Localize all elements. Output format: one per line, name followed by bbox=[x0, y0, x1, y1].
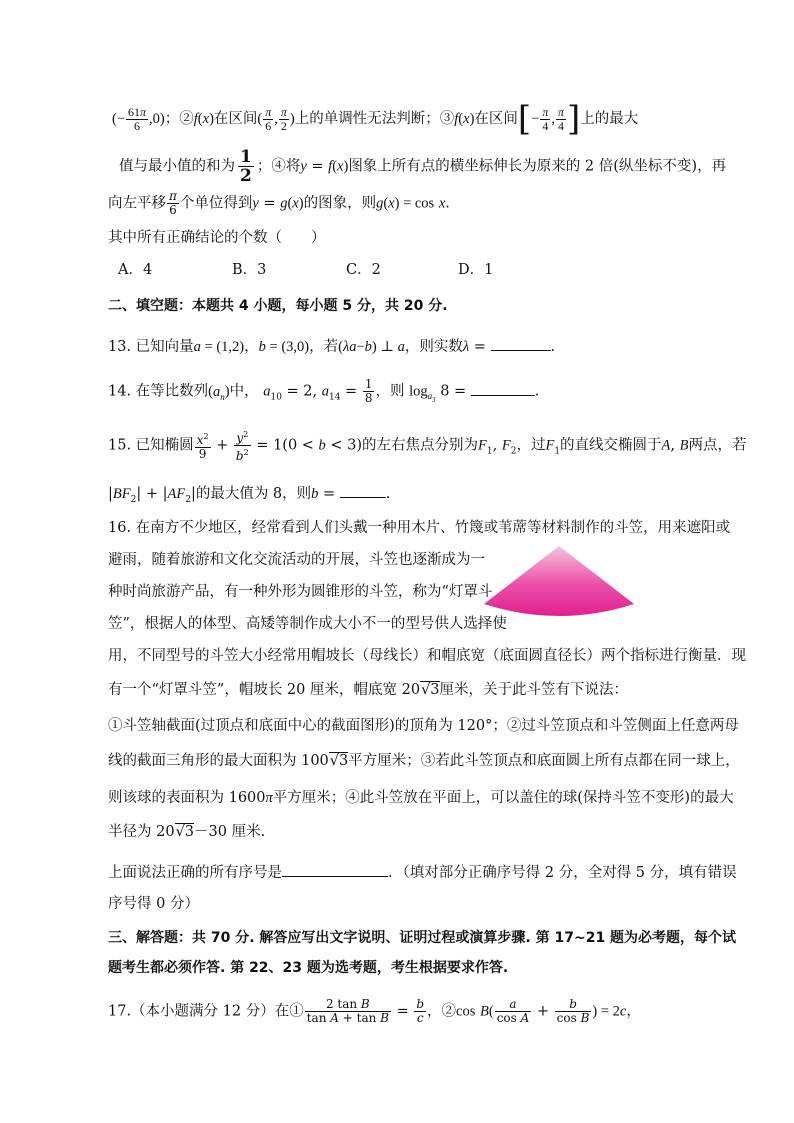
q16-l6: 有一个“灯罩斗笠”，帽坡长 20 厘米，帽底宽 20√3厘米，关于此斗笠有下说法： bbox=[108, 682, 629, 698]
q16-l7: ①斗笠轴截面(过顶点和底面中心的截面图形)的顶角为 120°；②过斗笠顶点和斗笠侧面上任意两母 bbox=[108, 718, 739, 734]
q16-l5: 用，不同型号的斗笠大小经常用帽坡长（母线长）和帽底宽（底面圆直径长）两个指标进行衡量．现 bbox=[108, 648, 746, 664]
q12-ask: 其中所有正确结论的个数（ ） bbox=[108, 230, 326, 246]
q16-l4: 笠”，根据人的体型、高矮等制作成大小不一的型号供人选择使 bbox=[108, 616, 507, 632]
q16-l12: 序号得 0 分） bbox=[108, 896, 199, 912]
q16-l10: 半径为 20√3－30 厘米. bbox=[108, 824, 266, 840]
q12-option-c: C．2 bbox=[346, 262, 381, 278]
q12-line3: 向左平移 $\frac{\pi}{6}$ 个单位得到y = g(x)的图象，则g(x) = cos x. bbox=[108, 189, 450, 217]
q14-answer-blank[interactable] bbox=[471, 381, 535, 396]
q16-answer-blank[interactable] bbox=[282, 862, 388, 877]
q16-l8: 线的截面三角形的最大面积为 100√3平方厘米；③若此斗笠顶点和底面圆上所有点都在同一球上， bbox=[108, 753, 740, 769]
q12-line2: 值与最小值的和为 $\frac{1}{2}$ ；④将y = f(x)图象上所有点的横坐标伸长为原来的 2 倍(纵坐标不变)，再 bbox=[119, 147, 727, 186]
q16-l2: 避雨，随着旅游和文化交流活动的开展，斗笠也逐渐成为一 bbox=[108, 552, 485, 568]
section-3-title: 三、解答题：共 70 分. 解答应写出文字说明、证明过程或演算步骤. 第 17~21 题为必考题，每个试 bbox=[108, 930, 737, 946]
q12-point: (− $\frac{61\pi}{6}$ ,0) bbox=[112, 105, 165, 134]
section-3-title-cont: 题考生都必须作答. 第 22、23 题为选考题，考生根据要求作答. bbox=[108, 960, 509, 976]
q16-l11: 上面说法正确的所有序号是 ．（填对部分正确序号得 2 分，全对得 5 分，填有错误 bbox=[108, 862, 737, 883]
q17: 17.（本小题满分 12 分）在① $\frac{\text{2 tan B}}{\text{tan A + tan B}}$ = $\frac{b}{c}$ ，②cos B( $\frac{a}{\text{cos A}}$ + $\frac{b}{\text{cos B}}$ ) = 2c， bbox=[108, 997, 641, 1025]
q12-line1: (− $\frac{61\pi}{6}$ ,0)；②f(x)在区间( $\frac{\pi}{6}$ , $\frac{\pi}{2}$ )上的单调性无法判断；③f(x)在区间[− $\frac{\pi}{4}$ , $\frac{\pi}{4}$ ]上的最大 bbox=[112, 99, 639, 139]
cone-body bbox=[484, 546, 634, 616]
q13-answer-blank[interactable] bbox=[491, 336, 551, 351]
q12-option-d: D．1 bbox=[458, 262, 494, 278]
section-2-title: 二、填空题：本题共 4 小题，每小题 5 分，共 20 分. bbox=[108, 298, 448, 314]
q12-half: $\frac{1}{2}$ bbox=[240, 147, 252, 186]
q16-l3: 种时尚旅游产品，有一种外形为圆锥形的斗笠，称为“灯罩斗 bbox=[108, 584, 493, 600]
q15-line2: $|BF_2| + |AF_2|$的最大值为 8，则b = . bbox=[108, 483, 390, 510]
q16-l1: 16. 在南方不少地区，经常看到人们头戴一种用木片、竹篾或苇蓆等材料制作的斗笠，用来遮阳或 bbox=[108, 520, 731, 536]
q12-option-b: B．3 bbox=[232, 262, 267, 278]
q15-line1: 15. 已知椭圆 $\frac{x^2}{9}$ + $\frac{y^2}{b^2}$ = 1(0 < b < 3)的左右焦点分别为$F_1$, $F_2$，过$F_1$的直线交椭圆于A, B两点，若 bbox=[108, 430, 747, 463]
q13: 13. 已知向量a = (1,2)，b = (3,0)，若(λa−b) ⊥ a，则实数λ = . bbox=[108, 336, 555, 357]
cone-hat-illustration bbox=[480, 544, 638, 620]
q14: 14. 在等比数列$(a_n)$中， $a_{10} = 2$, $a_{14}$ = $\frac{1}{8}$ ，则 $\log_{a_3} 8$ = . bbox=[108, 377, 540, 405]
q16-l9: 则该球的表面积为 1600π平方厘米；④此斗笠放在平面上，可以盖住的球(保持斗笠不变形)的最大 bbox=[108, 790, 734, 806]
q12-option-a: A．4 bbox=[118, 262, 153, 278]
q15-answer-blank[interactable] bbox=[340, 483, 386, 498]
